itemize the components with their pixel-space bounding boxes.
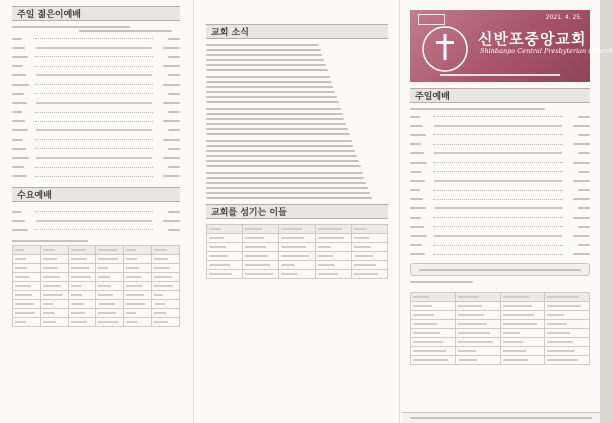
order-row <box>12 117 180 126</box>
order-row <box>410 213 590 222</box>
illegible-text-line <box>206 123 346 125</box>
table-cell <box>500 302 545 311</box>
illegible-text-line <box>12 26 130 28</box>
illegible-text-line <box>206 59 324 61</box>
illegible-text-line <box>206 187 368 189</box>
table-cell <box>13 254 41 263</box>
order-row <box>12 89 180 98</box>
table-row <box>13 308 180 317</box>
illegible-text-line <box>206 81 332 83</box>
order-row <box>12 225 180 234</box>
table-row <box>207 261 388 270</box>
table-cell <box>455 347 500 356</box>
illegible-text-line <box>12 240 88 242</box>
order-row <box>410 149 590 158</box>
table-row <box>13 299 180 308</box>
order-row <box>410 158 590 167</box>
table-cell <box>96 281 124 290</box>
illegible-text-line <box>206 96 337 98</box>
table-cell <box>68 317 96 326</box>
worship-order <box>410 112 590 259</box>
illegible-text-line <box>206 113 343 115</box>
order-row <box>410 112 590 121</box>
section-title: 수요예배 <box>17 191 52 201</box>
table-cell <box>68 299 96 308</box>
table-cell <box>40 281 68 290</box>
table-cell <box>279 252 315 261</box>
table-cell <box>500 293 545 302</box>
illegible-text-line <box>206 165 361 167</box>
table-cell <box>545 311 590 320</box>
table-cell <box>545 320 590 329</box>
table-cell <box>68 245 96 254</box>
table-cell <box>351 243 387 252</box>
table-cell <box>68 263 96 272</box>
table-cell <box>96 254 124 263</box>
table-row <box>13 290 180 299</box>
table-cell <box>243 243 279 252</box>
table-cell <box>13 272 41 281</box>
table-row <box>13 254 180 263</box>
table-cell <box>411 329 456 338</box>
table-cell <box>545 338 590 347</box>
order-row <box>12 43 180 52</box>
table-cell <box>96 308 124 317</box>
right-panel <box>402 0 613 423</box>
table-cell <box>207 234 243 243</box>
table-cell <box>351 261 387 270</box>
schedule-table <box>12 245 180 327</box>
table-cell <box>207 252 243 261</box>
order-row <box>12 207 180 216</box>
table-cell <box>455 293 500 302</box>
illegible-text-line <box>206 155 357 157</box>
illegible-text-line <box>206 177 364 179</box>
table-row <box>411 329 590 338</box>
fold-line-left <box>193 0 194 423</box>
table-cell <box>279 243 315 252</box>
table-cell <box>279 225 315 234</box>
table-cell <box>351 252 387 261</box>
table-cell <box>411 356 456 365</box>
illegible-text-line <box>206 197 372 199</box>
table-cell <box>152 299 180 308</box>
table-cell <box>124 299 152 308</box>
table-cell <box>96 317 124 326</box>
table-cell <box>124 272 152 281</box>
table-cell <box>124 290 152 299</box>
section-title: 교회를 섬기는 이들 <box>211 208 287 218</box>
illegible-text-line <box>206 49 321 51</box>
table-row <box>411 293 590 302</box>
table-cell <box>124 254 152 263</box>
table-cell <box>545 347 590 356</box>
table-cell <box>279 261 315 270</box>
table-cell <box>40 254 68 263</box>
table-cell <box>40 263 68 272</box>
table-cell <box>500 320 545 329</box>
table-cell <box>500 347 545 356</box>
order-row <box>12 163 180 172</box>
order-row <box>410 176 590 185</box>
table-cell <box>152 263 180 272</box>
illegible-text-line <box>206 150 355 152</box>
order-row <box>12 34 180 43</box>
table-cell <box>351 234 387 243</box>
table-row <box>13 272 180 281</box>
table-cell <box>152 290 180 299</box>
table-cell <box>152 272 180 281</box>
table-cell <box>411 302 456 311</box>
illegible-text-line <box>206 182 366 184</box>
table-row <box>411 356 590 365</box>
table-row <box>207 252 388 261</box>
order-row <box>12 135 180 144</box>
church-address-footer <box>402 412 600 423</box>
church-name: 신반포중앙교회 <box>478 30 587 48</box>
table-cell <box>243 225 279 234</box>
table-cell <box>279 234 315 243</box>
table-cell <box>124 308 152 317</box>
order-row <box>12 62 180 71</box>
table-cell <box>124 263 152 272</box>
table-cell <box>13 317 41 326</box>
order-row <box>410 241 590 250</box>
table-row <box>411 338 590 347</box>
table-cell <box>68 254 96 263</box>
table-cell <box>152 281 180 290</box>
table-cell <box>500 338 545 347</box>
illegible-text-line <box>206 133 350 135</box>
table-cell <box>40 299 68 308</box>
order-row <box>12 52 180 61</box>
table-cell <box>68 272 96 281</box>
table-cell <box>500 329 545 338</box>
section-title: 교회 소식 <box>211 28 249 38</box>
verse-box <box>410 263 590 276</box>
illegible-text-line <box>79 30 171 32</box>
table-row <box>207 234 388 243</box>
table-cell <box>315 243 351 252</box>
table-cell <box>13 290 41 299</box>
table-cell <box>545 293 590 302</box>
table-row <box>13 263 180 272</box>
table-cell <box>315 261 351 270</box>
table-cell <box>13 245 41 254</box>
table-cell <box>40 317 68 326</box>
illegible-text-line <box>206 160 359 162</box>
young-adult-worship-header <box>12 6 180 21</box>
news-items <box>206 44 388 199</box>
order-row <box>12 144 180 153</box>
table-cell <box>243 270 279 279</box>
table-cell <box>351 225 387 234</box>
illegible-text-line <box>206 44 319 46</box>
order-row <box>12 216 180 225</box>
table-cell <box>152 317 180 326</box>
fold-line-right <box>399 0 400 423</box>
church-motto <box>410 72 590 78</box>
bulletin-date: 2021. 4. 25. <box>545 14 582 21</box>
table-row <box>411 320 590 329</box>
table-cell <box>455 320 500 329</box>
table-cell <box>207 225 243 234</box>
table-cell <box>207 243 243 252</box>
church-banner <box>410 10 613 82</box>
table-cell <box>315 252 351 261</box>
table-row <box>13 245 180 254</box>
illegible-text-line <box>206 172 363 174</box>
table-row <box>207 270 388 279</box>
illegible-text-line <box>206 118 344 120</box>
table-cell <box>68 281 96 290</box>
table-cell <box>40 308 68 317</box>
illegible-text-line <box>206 140 352 142</box>
table-cell <box>279 270 315 279</box>
order-row <box>410 250 590 259</box>
table-cell <box>96 245 124 254</box>
table-row <box>207 243 388 252</box>
table-cell <box>243 261 279 270</box>
table-cell <box>315 234 351 243</box>
table-row <box>411 311 590 320</box>
worship-schedule-table <box>410 292 590 365</box>
table-cell <box>40 245 68 254</box>
servants-table <box>206 224 388 279</box>
illegible-text-line <box>206 128 348 130</box>
table-cell <box>411 311 456 320</box>
table-cell <box>96 263 124 272</box>
table-cell <box>152 245 180 254</box>
table-cell <box>152 308 180 317</box>
table-cell <box>207 261 243 270</box>
table-row <box>13 281 180 290</box>
order-row <box>410 204 590 213</box>
illegible-text-line <box>206 91 335 93</box>
middle-panel <box>196 0 396 423</box>
table-cell <box>545 302 590 311</box>
order-row <box>12 71 180 80</box>
table-cell <box>455 356 500 365</box>
table-cell <box>411 347 456 356</box>
table-cell <box>124 245 152 254</box>
table-cell <box>455 338 500 347</box>
table-cell <box>96 272 124 281</box>
table-cell <box>96 290 124 299</box>
table-cell <box>500 356 545 365</box>
table-cell <box>545 329 590 338</box>
table-row <box>13 317 180 326</box>
worship-order <box>12 207 180 235</box>
table-cell <box>13 299 41 308</box>
order-row <box>410 186 590 195</box>
section-title: 주일 젊은이예배 <box>17 10 81 20</box>
table-row <box>411 347 590 356</box>
order-row <box>410 130 590 139</box>
church-name-english: Shinbanpo Central Presbyterian Church <box>480 47 613 55</box>
table-cell <box>455 329 500 338</box>
order-row <box>410 195 590 204</box>
left-panel <box>0 0 190 423</box>
order-row <box>12 126 180 135</box>
table-cell <box>351 270 387 279</box>
order-row <box>410 231 590 240</box>
church-servants-header <box>206 204 388 219</box>
illegible-text-line <box>206 108 341 110</box>
order-row <box>410 167 590 176</box>
illegible-text-line <box>206 192 370 194</box>
table-cell <box>124 281 152 290</box>
table-cell <box>500 311 545 320</box>
illegible-text-line <box>410 108 545 110</box>
order-row <box>410 222 590 231</box>
worship-order <box>12 34 180 181</box>
table-cell <box>411 338 456 347</box>
table-cell <box>545 356 590 365</box>
order-row <box>12 80 180 89</box>
table-cell <box>152 254 180 263</box>
table-row <box>207 225 388 234</box>
table-cell <box>96 299 124 308</box>
table-cell <box>411 293 456 302</box>
table-cell <box>207 270 243 279</box>
illegible-text-line <box>206 76 330 78</box>
table-cell <box>455 302 500 311</box>
order-row <box>12 108 180 117</box>
table-cell <box>13 263 41 272</box>
section-title: 주일예배 <box>415 92 450 102</box>
illegible-text-line <box>206 54 322 56</box>
illegible-text-line <box>206 69 328 71</box>
illegible-text-line <box>206 145 353 147</box>
church-logo-icon <box>420 24 470 74</box>
church-news-header <box>206 24 388 39</box>
illegible-text-line <box>410 417 592 419</box>
table-cell <box>40 290 68 299</box>
table-cell <box>13 308 41 317</box>
order-row <box>12 172 180 181</box>
table-cell <box>68 290 96 299</box>
table-cell <box>243 252 279 261</box>
worship-schedule-heading <box>410 281 590 289</box>
table-cell <box>68 308 96 317</box>
illegible-text-line <box>206 64 326 66</box>
table-cell <box>411 320 456 329</box>
table-cell <box>455 311 500 320</box>
table-row <box>411 302 590 311</box>
order-row <box>12 98 180 107</box>
table-cell <box>40 272 68 281</box>
illegible-text-line <box>206 101 339 103</box>
table-cell <box>13 281 41 290</box>
table-cell <box>124 317 152 326</box>
order-row <box>410 121 590 130</box>
sunday-worship-header <box>410 88 590 103</box>
wednesday-worship-header <box>12 187 180 202</box>
table-cell <box>315 270 351 279</box>
illegible-text-line <box>410 281 473 283</box>
table-cell <box>315 225 351 234</box>
table-cell <box>243 234 279 243</box>
order-row <box>12 153 180 162</box>
illegible-text-line <box>206 86 333 88</box>
illegible-text-line <box>419 269 581 271</box>
order-row <box>410 140 590 149</box>
